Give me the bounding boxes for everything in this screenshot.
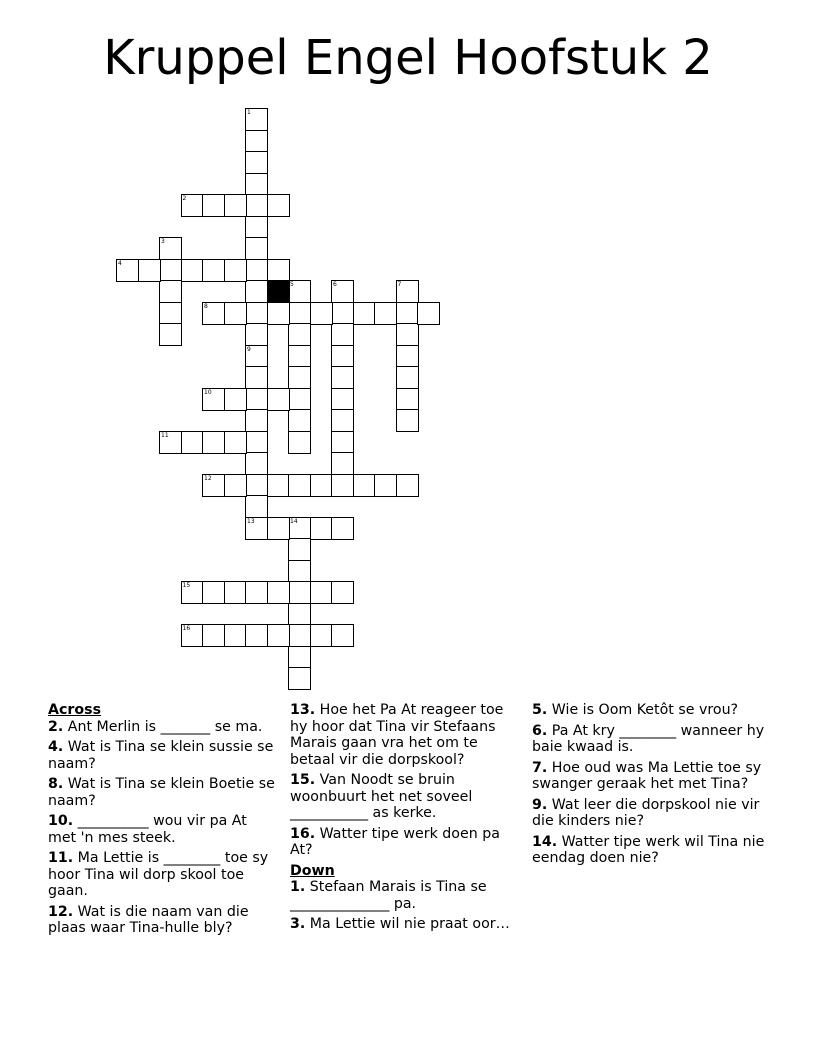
clue-across-4: 4. Wat is Tina se klein sussie se naam?: [48, 739, 274, 772]
grid-cell[interactable]: [245, 581, 268, 604]
grid-cell[interactable]: [245, 216, 268, 239]
grid-cell[interactable]: [181, 194, 204, 217]
grid-cell[interactable]: [310, 517, 333, 540]
clue-number: 6: [333, 281, 337, 288]
clue-across-13: 13. Hoe het Pa At reageer toe hy hoor dat Tina vir Stefaans Marais gaan vra het om te betaal vir die dorpskool?: [290, 702, 504, 768]
clue-column-2: [290, 702, 520, 937]
grid-cell[interactable]: [245, 366, 268, 389]
grid-cell[interactable]: [310, 581, 333, 604]
grid-cell[interactable]: [267, 388, 290, 411]
grid-cell[interactable]: [267, 474, 290, 497]
grid-cell[interactable]: [331, 409, 354, 432]
clue-number: 1: [247, 109, 251, 116]
grid-cell[interactable]: [331, 280, 354, 303]
clue-across-11: 11. Ma Lettie is ________ toe sy hoor Tina wil dorp skool toe gaan.: [48, 850, 269, 899]
grid-cell[interactable]: [116, 259, 139, 282]
grid-cell[interactable]: [202, 388, 225, 411]
grid-cell[interactable]: [224, 431, 247, 454]
grid-cell[interactable]: [202, 474, 225, 497]
grid-cell[interactable]: [159, 431, 182, 454]
across-heading: Across: [48, 702, 102, 718]
grid-cell[interactable]: [288, 431, 311, 454]
grid-cell[interactable]: [288, 280, 311, 303]
grid-cell[interactable]: [245, 108, 268, 131]
grid-cell[interactable]: [245, 624, 268, 647]
grid-cell[interactable]: [224, 259, 247, 282]
grid-cell[interactable]: [331, 517, 354, 540]
clue-number: 13: [247, 517, 255, 525]
grid-cell[interactable]: [288, 517, 311, 540]
grid-cell[interactable]: [310, 624, 333, 647]
clue-number: 14: [290, 517, 298, 525]
clue-number: 16: [182, 625, 191, 632]
grid-cell[interactable]: [159, 302, 182, 325]
grid-cell[interactable]: [224, 474, 247, 497]
grid-cell[interactable]: [245, 323, 268, 346]
grid-cell[interactable]: [288, 667, 311, 690]
grid-cell[interactable]: [224, 624, 247, 647]
clue-down-1: 1. Stefaan Marais is Tina se ______________ pa.: [290, 879, 487, 912]
clue-number: 12: [204, 474, 212, 482]
grid-cell[interactable]: [331, 474, 354, 497]
grid-cell[interactable]: [224, 388, 247, 411]
grid-cell[interactable]: [331, 302, 354, 325]
grid-cell[interactable]: [353, 474, 376, 497]
grid-cell[interactable]: [267, 517, 290, 540]
grid-cell[interactable]: [396, 345, 419, 368]
grid-cell[interactable]: [396, 474, 419, 497]
grid-cell[interactable]: [181, 431, 204, 454]
clue-number: 9: [247, 345, 251, 353]
grid-cell[interactable]: [288, 560, 311, 583]
grid-cell[interactable]: [202, 194, 225, 217]
grid-cell[interactable]: [396, 388, 419, 411]
grid-cell[interactable]: [245, 302, 268, 325]
grid-cell[interactable]: [288, 538, 311, 561]
grid-cell[interactable]: [245, 452, 268, 475]
grid-cell[interactable]: [331, 581, 354, 604]
grid-cell-black: [267, 280, 290, 303]
clue-down-3: 3. Ma Lettie wil nie praat oor…: [290, 916, 510, 932]
page-title: Kruppel Engel Hoofstuk 2: [103, 30, 713, 86]
grid-cell[interactable]: [181, 624, 204, 647]
grid-cell[interactable]: [396, 366, 419, 389]
grid-cell[interactable]: [245, 280, 268, 303]
grid-cell[interactable]: [288, 366, 311, 389]
clue-down-7: 7. Hoe oud was Ma Lettie toe sy swanger geraak het met Tina?: [532, 759, 762, 792]
grid-cell[interactable]: [159, 323, 182, 346]
grid-cell[interactable]: [288, 624, 311, 647]
grid-cell[interactable]: [267, 194, 290, 217]
grid-cell[interactable]: [267, 581, 290, 604]
grid-cell[interactable]: [181, 259, 204, 282]
grid-cell[interactable]: [396, 409, 419, 432]
grid-cell[interactable]: [245, 431, 268, 454]
grid-cell[interactable]: [245, 495, 268, 518]
grid-cell[interactable]: [245, 259, 268, 282]
grid-cell[interactable]: [374, 474, 397, 497]
clue-across-12: 12. Wat is die naam van die plaas waar Tina-hulle bly?: [48, 903, 249, 936]
grid-cell[interactable]: [267, 259, 290, 282]
clue-column-1: [48, 702, 276, 941]
grid-cell[interactable]: [159, 237, 182, 260]
clue-number: 15: [182, 582, 191, 589]
clue-number: 5: [290, 281, 294, 288]
grid-cell[interactable]: [245, 517, 268, 540]
grid-cell[interactable]: [288, 409, 311, 432]
grid-cell[interactable]: [202, 302, 225, 325]
grid-cell[interactable]: [331, 452, 354, 475]
grid-cell[interactable]: [374, 302, 397, 325]
grid-cell[interactable]: [288, 581, 311, 604]
grid-cell[interactable]: [245, 474, 268, 497]
clue-across-8: 8. Wat is Tina se klein Boetie se naam?: [48, 776, 275, 809]
grid-cell[interactable]: [396, 302, 419, 325]
grid-cell[interactable]: [288, 323, 311, 346]
grid-cell[interactable]: [181, 581, 204, 604]
grid-cell[interactable]: [331, 345, 354, 368]
grid-cell[interactable]: [288, 345, 311, 368]
grid-cell[interactable]: [331, 431, 354, 454]
grid-cell[interactable]: [331, 366, 354, 389]
grid-cell[interactable]: [310, 302, 333, 325]
clue-column-3: [532, 702, 768, 871]
clue-across-2: 2. Ant Merlin is _______ se ma.: [48, 718, 263, 735]
grid-cell[interactable]: [245, 388, 268, 411]
grid-cell[interactable]: [331, 388, 354, 411]
grid-cell[interactable]: [310, 474, 333, 497]
grid-cell[interactable]: [245, 345, 268, 368]
clue-across-10: 10. __________ wou vir pa At met 'n mes steek.: [48, 813, 247, 846]
grid-cell[interactable]: [245, 130, 268, 153]
grid-cell[interactable]: [159, 259, 182, 282]
clue-down-14: 14. Watter tipe werk wil Tina nie eendag doen nie?: [532, 833, 765, 866]
grid-cell[interactable]: [202, 259, 225, 282]
clue-down-6: 6. Pa At kry ________ wanneer hy baie kwaad is.: [532, 722, 765, 755]
clue-number: 4: [118, 259, 122, 267]
grid-cell[interactable]: [202, 431, 225, 454]
grid-cell[interactable]: [202, 581, 225, 604]
grid-cell[interactable]: [288, 603, 311, 626]
clue-across-15: 15. Van Noodt se bruin woonbuurt het net soveel ___________ as kerke.: [290, 772, 473, 821]
grid-cell[interactable]: [331, 323, 354, 346]
grid-cell[interactable]: [159, 280, 182, 303]
grid-cell[interactable]: [288, 302, 311, 325]
grid-cell[interactable]: [396, 280, 419, 303]
grid-cell[interactable]: [353, 302, 376, 325]
clue-across-16: 16. Watter tipe werk doen pa At?: [290, 825, 500, 858]
grid-cell[interactable]: [245, 237, 268, 260]
grid-cell[interactable]: [267, 624, 290, 647]
grid-cell[interactable]: [224, 302, 247, 325]
grid-cell[interactable]: [288, 646, 311, 669]
clue-number: 3: [161, 238, 165, 245]
grid-cell[interactable]: [138, 259, 161, 282]
clue-number: 11: [161, 431, 169, 439]
clue-number: 7: [397, 281, 402, 288]
grid-cell[interactable]: [331, 624, 354, 647]
grid-cell[interactable]: [245, 409, 268, 432]
grid-cell[interactable]: [396, 323, 419, 346]
clue-down-9: 9. Wat leer die dorpskool nie vir die kinders nie?: [532, 796, 760, 829]
grid-cell[interactable]: [224, 581, 247, 604]
grid-cell[interactable]: [202, 624, 225, 647]
grid-cell[interactable]: [224, 194, 247, 217]
clue-down-5: 5. Wie is Oom Ketôt se vrou?: [532, 702, 739, 718]
clue-number: 8: [204, 302, 208, 310]
grid-cell[interactable]: [245, 151, 268, 174]
grid-cell[interactable]: [288, 388, 311, 411]
grid-cell[interactable]: [267, 302, 290, 325]
grid-cell[interactable]: [245, 194, 268, 217]
grid-cell[interactable]: [417, 302, 440, 325]
grid-cell[interactable]: [288, 474, 311, 497]
down-heading: Down: [290, 862, 335, 879]
clue-number: 2: [182, 195, 187, 202]
grid-cell[interactable]: [245, 173, 268, 196]
clue-number: 10: [204, 388, 212, 396]
